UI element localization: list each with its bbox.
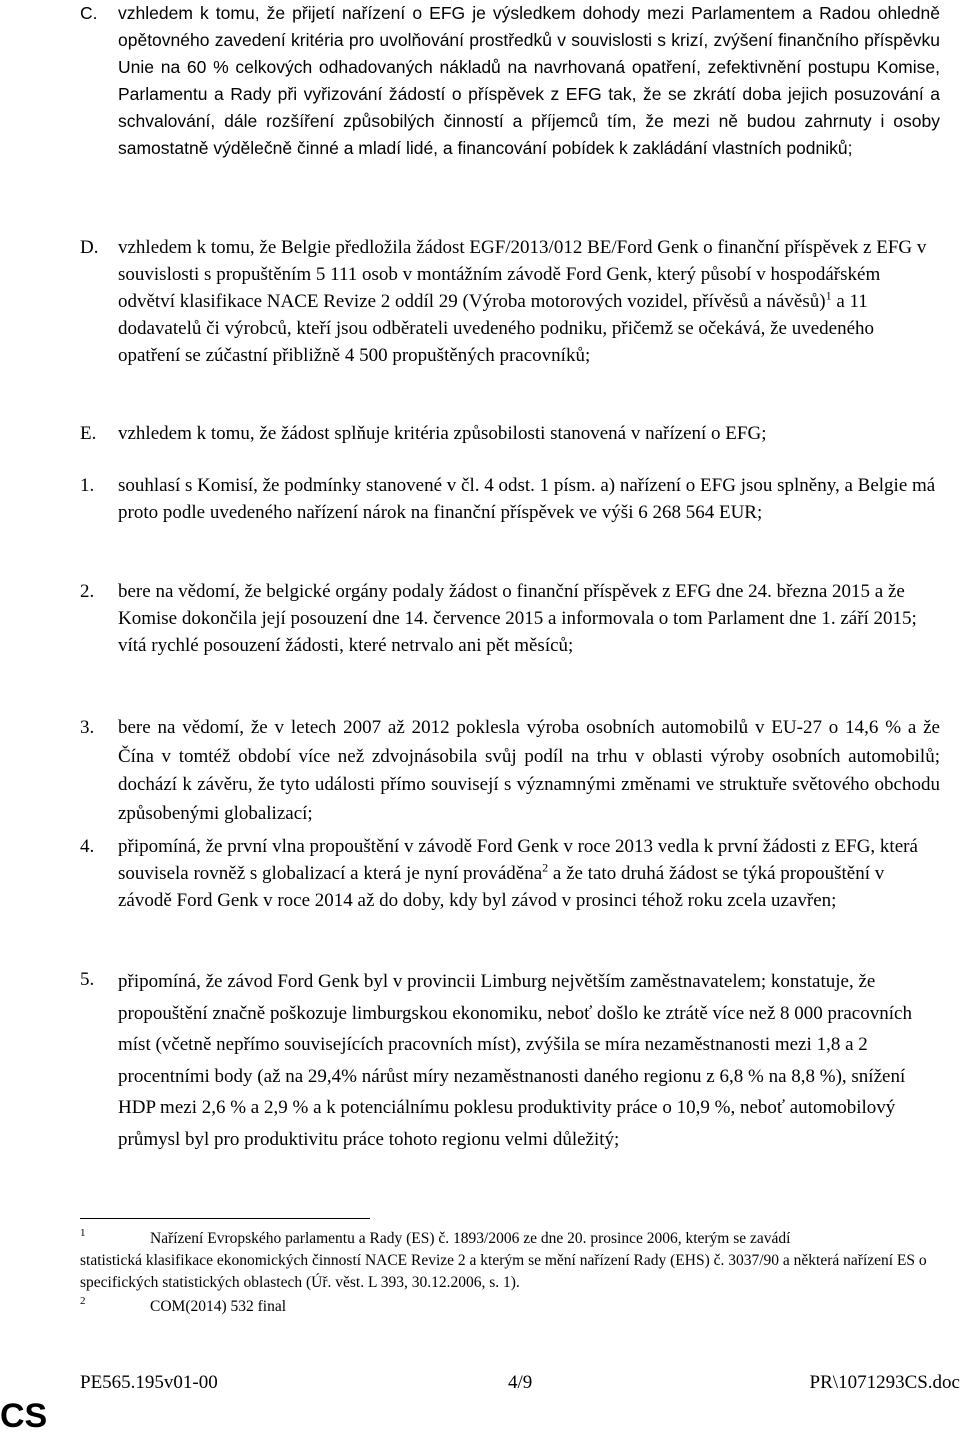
footnote-ref-1[interactable]: 1 — [825, 288, 832, 303]
language-code: CS — [0, 1397, 48, 1435]
paragraph-4-text-part2: a že tato druhá žádost se týká propouštění v závodě Ford Genk v roce 2014 až do doby, kdy byl závod v prosinci téhož roku zcela uzavřen; — [118, 863, 885, 911]
footnote-2 — [80, 1296, 953, 1318]
footnote-1-number: 1 — [80, 1227, 86, 1239]
paragraph-5 — [80, 966, 940, 1155]
footer-doc-ref: PE565.195v01-00 — [80, 1372, 218, 1393]
recital-d-text-part2: a 11 dodavatelů či výrobců, kteří jsou odběrateli uvedeného podniku, přičemž se očekává, že uvedeného opatření se zúčastní přibližně 4 500 propuštěných pracovníků; — [118, 291, 875, 366]
recital-c — [80, 0, 940, 162]
paragraph-2-label: 2. — [80, 581, 95, 602]
recital-e-text: vzhledem k tomu, že žádost splňuje kritéria způsobilosti stanovená v nařízení o EFG; — [118, 423, 767, 444]
footnote-2-text: COM(2014) 532 final — [150, 1298, 287, 1315]
recital-d — [80, 234, 940, 369]
paragraph-2-text: bere na vědomí, že belgické orgány podaly žádost o finanční příspěvek z EFG dne 24. března 2015 a že Komise dokončila její posouzení dne 14. července 2015 a informovala o tom Parlament dne 1. září 2015; vítá rychlé posouzení žádosti, které netrvalo ani pět měsíců; — [118, 581, 917, 656]
recital-e — [80, 420, 940, 447]
recital-c-text: vzhledem k tomu, že přijetí nařízení o EFG je výsledkem dohody mezi Parlamentem a Radou ohledně opětovného zavedení kritéria pro uvolňování prostředků v souvislosti s krizí, zvýšení finančního příspěvku Unie na 60 % celkových odhadovaných nákladů na navrhovaná opatření, zefektivnění postupu Komise, Parlamentu a Rady při vyřizování žádostí o příspěvek z EFG tak, že se zkrátí doba jejich posuzování a schvalování, dále rozšíření způsobilých činností a příjemců tím, že mezi ně budou zahrnuty i osoby samostatně výdělečně činné a mladí lidé, a financování pobídek k zakládání vlastních podniků; — [118, 3, 940, 158]
footnote-separator — [80, 1218, 370, 1219]
paragraph-3 — [80, 714, 940, 828]
paragraph-4-label: 4. — [80, 836, 95, 857]
paragraph-4-text — [118, 833, 940, 914]
paragraph-1-text: souhlasí s Komisí, že podmínky stanovené v čl. 4 odst. 1 písm. a) nařízení o EFG jsou splněny, a Belgie má proto podle uvedeného nařízení nárok na finanční příspěvek ve výši 6 268 564 EUR; — [118, 475, 936, 523]
paragraph-5-label: 5. — [80, 969, 95, 990]
page-footer — [80, 1372, 960, 1398]
paragraph-5-text: připomíná, že závod Ford Genk byl v provincii Limburg největším zaměstnavatelem; konstatuje, že propouštění značně poškozuje limburgskou ekonomiku, neboť došlo ke ztrátě více než 8 000 pracovních míst (včetně nepřímo souvisejících pracovních míst), zvýšila se míra nezaměstnanosti mezi 1,8 a 2 procentními body (až na 29,4% nárůst míry nezaměstnanosti daného regionu z 6,8 % na 8,8 %), snížení HDP mezi 2,6 % a 2,9 % a k potenciálnímu poklesu produktivity práce o 10,9 %, neboť automobilový průmysl byl pro produktivitu práce tohoto regionu velmi důležitý; — [118, 971, 912, 1150]
footer-page-number: 4/9 — [508, 1372, 533, 1393]
footnote-1-text-rest: statistická klasifikace ekonomických činností NACE Revize 2 a kterým se mění nařízení Rady (EHS) č. 3037/90 a některá nařízení ES o specifických statistických oblastech (Úř. věst. L 393, 30.12.2006, s. 1). — [80, 1252, 927, 1291]
recital-c-label: C. — [80, 3, 98, 23]
footnote-1-text-first: Nařízení Evropského parlamentu a Rady (ES) č. 1893/2006 ze dne 20. prosince 2006, kterým se zavádí — [150, 1230, 791, 1247]
recital-d-text-part1: vzhledem k tomu, že Belgie předložila žádost EGF/2013/012 BE/Ford Genk o finanční příspěvek z EFG v souvislosti s propuštěním 5 111 osob v montážním závodě Ford Genk, který působí v hospodářském odvětví klasifikace NACE Revize 2 oddíl 29 (Výroba motorových vozidel, přívěsů a návěsů) — [118, 237, 927, 312]
paragraph-2 — [80, 578, 940, 659]
footnote-2-number: 2 — [80, 1295, 86, 1307]
footnote-ref-2[interactable]: 2 — [542, 860, 549, 875]
paragraph-1 — [80, 472, 940, 526]
paragraph-3-label: 3. — [80, 717, 95, 738]
paragraph-3-text: bere na vědomí, že v letech 2007 až 2012 poklesla výroba osobních automobilů v EU-27 o 14,6 % a že Čína v tomtéž období více než zdvojnásobila svůj podíl na trhu v oblasti výroby osobních automobilů; dochází k závěru, že tyto události přímo souvisejí s významnými změnami ve struktuře světového obchodu způsobenými globalizací; — [118, 717, 940, 824]
recital-d-text — [118, 234, 940, 369]
recital-d-label: D. — [80, 237, 99, 258]
footnote-1 — [80, 1228, 953, 1294]
paragraph-1-label: 1. — [80, 475, 95, 496]
footer-file-ref: PR\1071293CS.doc — [809, 1372, 960, 1393]
paragraph-4 — [80, 833, 940, 914]
paragraph-4-text-part1: připomíná, že první vlna propouštění v závodě Ford Genk v roce 2013 vedla k první žádosti z EFG, která souvisela rovněž s globalizací a která je nyní prováděna — [118, 836, 918, 884]
recital-e-label: E. — [80, 423, 97, 444]
